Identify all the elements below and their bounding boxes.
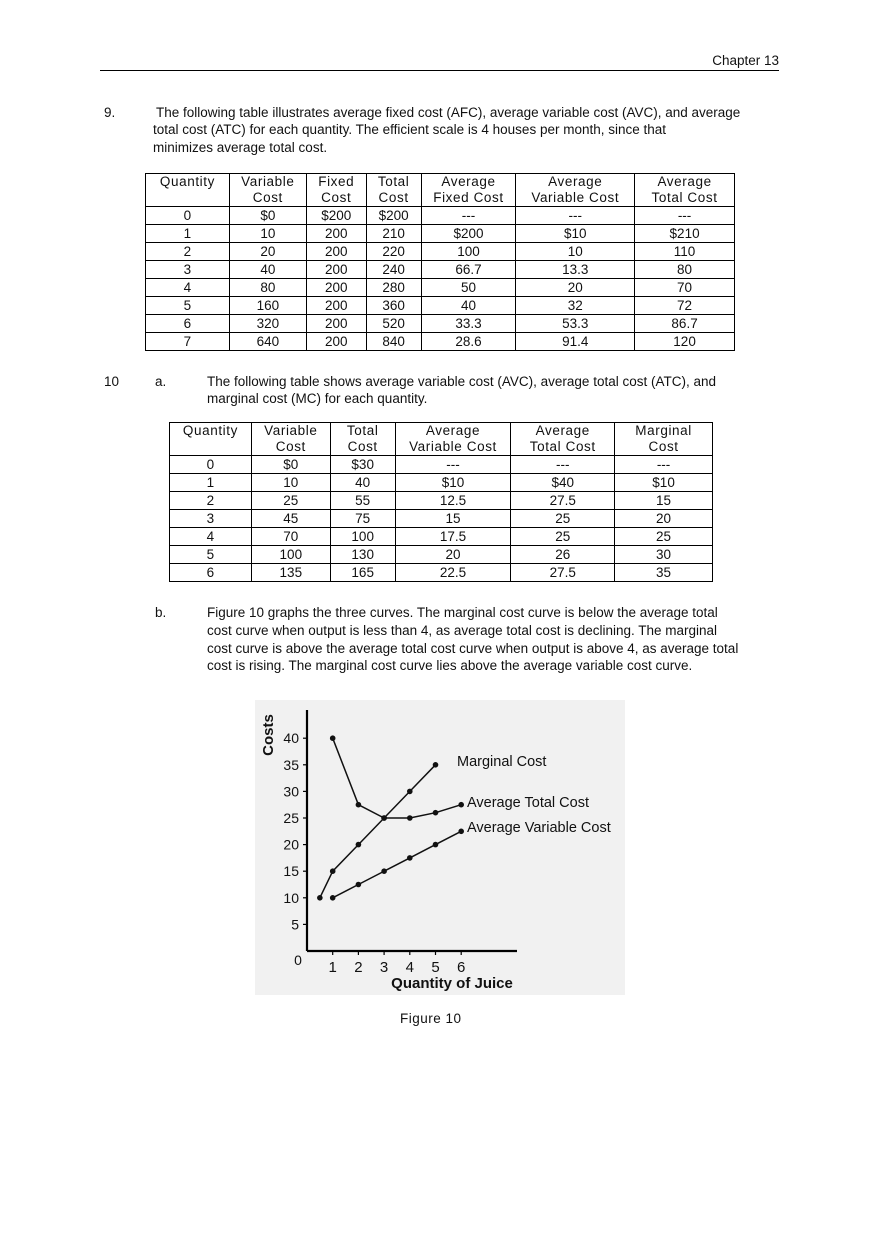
q9-text-line2: total cost (ATC) for each quantity. The efficient scale is 4 houses per month, since that <box>153 122 667 137</box>
q10-table-cell: --- <box>511 456 615 474</box>
q9-table-cell: 200 <box>306 261 366 279</box>
q9-table-cell: 10 <box>516 243 635 261</box>
q9-table-cell: 2 <box>146 243 230 261</box>
q9-text-line1: The following table illustrates average fixed cost (AFC), average variable cost (AVC), and average <box>156 105 741 120</box>
q9-table-cell: 1 <box>146 225 230 243</box>
q9-table-cell: --- <box>516 207 635 225</box>
q9-table-cell: 210 <box>366 225 421 243</box>
q10-cost-table <box>169 422 713 582</box>
q9-table-header-line2: Cost <box>378 190 409 205</box>
q10-table-cell: 5 <box>170 546 252 564</box>
q10-table-cell: $0 <box>251 456 330 474</box>
q9-table-cell: 160 <box>229 297 306 315</box>
q10-table-header-cell <box>511 423 615 456</box>
q9-table-row <box>146 207 735 225</box>
data-point <box>407 789 413 795</box>
q10-table-header-line2: Variable Cost <box>409 439 497 454</box>
origin-label: 0 <box>294 952 302 968</box>
q9-cost-table <box>145 173 735 351</box>
data-point <box>433 810 439 816</box>
q10-table-header-line2 <box>170 439 251 455</box>
q9-table-cell: 840 <box>366 333 421 351</box>
q10-table-cell: 0 <box>170 456 252 474</box>
q10-table-cell: 27.5 <box>511 564 615 582</box>
q10-table-cell: $10 <box>395 474 511 492</box>
q9-table-header-line2 <box>146 190 229 206</box>
q10-table-header-cell <box>330 423 395 456</box>
q9-table-header-cell <box>306 174 366 207</box>
q9-table-row <box>146 315 735 333</box>
x-tick-label: 5 <box>431 959 440 976</box>
y-axis-label: Costs <box>260 714 277 756</box>
q10-table-cell: 2 <box>170 492 252 510</box>
q10-table-cell: 15 <box>615 492 713 510</box>
q9-table-cell: 13.3 <box>516 261 635 279</box>
series-label: Average Variable Cost <box>467 820 611 836</box>
q9-number: 9. <box>104 105 116 120</box>
q9-table-header-line1: Total <box>377 174 410 189</box>
q10-table-cell: --- <box>615 456 713 474</box>
q9-table-cell: 72 <box>635 297 735 315</box>
q10-table-cell: --- <box>395 456 511 474</box>
q10-table-cell: $40 <box>511 474 615 492</box>
q9-table-cell: 0 <box>146 207 230 225</box>
q9-table-cell: 280 <box>366 279 421 297</box>
q10-table-header-cell <box>615 423 713 456</box>
x-tick-label: 3 <box>379 959 389 976</box>
q9-table-row <box>146 279 735 297</box>
q9-table-cell: 7 <box>146 333 230 351</box>
y-tick-label: 5 <box>291 916 299 933</box>
data-point <box>330 868 336 874</box>
q10-table-row <box>170 528 713 546</box>
q9-table-cell: 70 <box>635 279 735 297</box>
q9-table-cell: 5 <box>146 297 230 315</box>
q10-table-row <box>170 474 713 492</box>
q9-table-cell: 32 <box>516 297 635 315</box>
q10-table-cell: 4 <box>170 528 252 546</box>
data-point <box>356 882 362 888</box>
q9-table-cell: 3 <box>146 261 230 279</box>
q9-table-cell: 640 <box>229 333 306 351</box>
q9-table-header-cell <box>146 174 230 207</box>
q9-table-header-line1: Quantity <box>159 174 215 189</box>
data-point <box>356 842 362 848</box>
q10-table-cell: 25 <box>511 528 615 546</box>
q9-table-cell: $210 <box>635 225 735 243</box>
page-header <box>100 52 779 71</box>
data-point <box>381 868 387 874</box>
q10-table-cell: 12.5 <box>395 492 511 510</box>
data-point <box>407 855 413 861</box>
q9-table-cell: $0 <box>229 207 306 225</box>
q9-table-row <box>146 225 735 243</box>
q9-table-header-cell <box>635 174 735 207</box>
q10-table-row <box>170 546 713 564</box>
q9-table-header-cell <box>421 174 516 207</box>
y-tick-label: 25 <box>283 810 299 826</box>
x-tick-label: 2 <box>354 959 363 976</box>
q9-table-cell: 40 <box>421 297 516 315</box>
q10-part-b-line3: cost curve is above the average total cost curve when output is above 4, as average total <box>207 641 739 656</box>
q9-table-cell: 80 <box>229 279 306 297</box>
q10-table-cell: 75 <box>330 510 395 528</box>
q9-table-cell: 120 <box>635 333 735 351</box>
q10-table-header-line1: Marginal <box>635 423 692 438</box>
q9-table-header-cell <box>516 174 635 207</box>
q10-part-b-label: b. <box>155 605 167 620</box>
q10-table-header-line2: Cost <box>347 439 378 454</box>
q9-table-cell: $200 <box>421 225 516 243</box>
q10-part-b-line1: Figure 10 graphs the three curves. The marginal cost curve is below the average total <box>207 605 718 620</box>
data-point <box>433 762 439 768</box>
data-point <box>458 802 464 808</box>
q10-table-header-line1: Variable <box>264 423 318 438</box>
q9-table-cell: 80 <box>635 261 735 279</box>
q9-text-line3: minimizes average total cost. <box>153 140 328 155</box>
q9-table-cell: 200 <box>306 279 366 297</box>
q9-table-cell: 200 <box>306 333 366 351</box>
q9-table-header-line2: Cost <box>321 190 352 205</box>
q10-table-cell: 70 <box>251 528 330 546</box>
data-point <box>433 842 439 848</box>
y-tick-label: 30 <box>283 783 299 800</box>
figure-10-chart <box>255 700 625 995</box>
q10-table-cell: 35 <box>615 564 713 582</box>
q10-table-cell: 55 <box>330 492 395 510</box>
q10-part-a-label: a. <box>155 374 167 389</box>
q10-table-cell: 22.5 <box>395 564 511 582</box>
q9-table-header-line1: Average <box>441 174 496 189</box>
q10-table-header-line2: Total Cost <box>529 439 596 454</box>
q9-table-cell: 200 <box>306 315 366 333</box>
q10-table-header-cell <box>251 423 330 456</box>
q9-table-cell: --- <box>635 207 735 225</box>
q10-part-b-line4: cost is rising. The marginal cost curve lies above the average variable cost curve. <box>207 658 693 673</box>
q9-table-header-line1: Average <box>548 174 603 189</box>
q10-table-cell: 100 <box>330 528 395 546</box>
q10-table-cell: 20 <box>395 546 511 564</box>
q10-table-cell: $10 <box>615 474 713 492</box>
q9-table-row <box>146 261 735 279</box>
data-point <box>458 829 464 835</box>
q9-table-cell: $10 <box>516 225 635 243</box>
q9-table-header-line2: Fixed Cost <box>433 190 504 205</box>
q10-table-header-line1: Average <box>535 423 590 438</box>
q10-table-header-cell <box>170 423 252 456</box>
q10-table-cell: 3 <box>170 510 252 528</box>
q10-table-cell: 45 <box>251 510 330 528</box>
q9-table-cell: 28.6 <box>421 333 516 351</box>
q10-table-cell: 100 <box>251 546 330 564</box>
q9-table-cell: 4 <box>146 279 230 297</box>
q10-table-row <box>170 456 713 474</box>
q10-table-cell: 135 <box>251 564 330 582</box>
q10-table-cell: 20 <box>615 510 713 528</box>
data-point <box>330 735 336 741</box>
q9-table-row <box>146 297 735 315</box>
q9-table-cell: 86.7 <box>635 315 735 333</box>
q9-table-cell: $200 <box>366 207 421 225</box>
q9-table-cell: 200 <box>306 243 366 261</box>
q9-table-header-line2: Total Cost <box>651 190 718 205</box>
q9-table-cell: 20 <box>516 279 635 297</box>
q9-table-cell: 6 <box>146 315 230 333</box>
q10-table-cell: 30 <box>615 546 713 564</box>
y-tick-label: 40 <box>283 730 299 747</box>
q10-table-cell: 26 <box>511 546 615 564</box>
chapter-label: Chapter 13 <box>712 53 779 68</box>
series-label: Average Total Cost <box>467 795 589 811</box>
y-tick-label: 20 <box>283 836 299 853</box>
x-tick-label: 1 <box>328 959 337 976</box>
q9-table-cell: 320 <box>229 315 306 333</box>
q10-table-cell: 10 <box>251 474 330 492</box>
q10-table-header-line2: Cost <box>648 439 679 454</box>
q10-table-cell: 25 <box>511 510 615 528</box>
x-axis-label: Quantity of Juice <box>391 975 513 992</box>
data-point <box>356 802 362 808</box>
q10-table-cell: 40 <box>330 474 395 492</box>
q10-table-cell: 15 <box>395 510 511 528</box>
q9-table-row <box>146 333 735 351</box>
q10-table-cell: 1 <box>170 474 252 492</box>
q10-table-header-line1: Average <box>425 423 481 438</box>
q9-table-cell: 91.4 <box>516 333 635 351</box>
q9-table-header-cell <box>366 174 421 207</box>
y-tick-label: 35 <box>283 756 299 773</box>
q9-table-cell: 100 <box>421 243 516 261</box>
q9-table-cell: 66.7 <box>421 261 516 279</box>
q10-part-a-line1: The following table shows average variable cost (AVC), average total cost (ATC), and <box>207 374 716 389</box>
q9-table-cell: 10 <box>229 225 306 243</box>
q10-table-cell: 6 <box>170 564 252 582</box>
q9-table-cell: 40 <box>229 261 306 279</box>
q9-table-header-line2: Cost <box>252 190 283 205</box>
q10-table-cell: 130 <box>330 546 395 564</box>
q9-table-header-line1: Fixed <box>318 174 355 189</box>
q10-table-row <box>170 510 713 528</box>
q9-table-header-line1: Variable <box>241 174 295 189</box>
data-point <box>381 815 387 821</box>
q9-table-cell: 520 <box>366 315 421 333</box>
data-point <box>317 895 323 901</box>
q9-table-header-line1: Average <box>657 174 712 189</box>
data-point <box>407 815 413 821</box>
q9-table-cell: 220 <box>366 243 421 261</box>
x-tick-label: 6 <box>457 959 466 976</box>
q10-table-cell: 165 <box>330 564 395 582</box>
q9-table-cell: 360 <box>366 297 421 315</box>
q9-table-cell: $200 <box>306 207 366 225</box>
data-point <box>330 895 336 901</box>
q10-table-header-cell <box>395 423 511 456</box>
y-tick-label: 10 <box>283 889 299 906</box>
q10-table-cell: $30 <box>330 456 395 474</box>
q9-table-cell: --- <box>421 207 516 225</box>
q10-table-cell: 25 <box>615 528 713 546</box>
q10-table-cell: 25 <box>251 492 330 510</box>
q10-part-a-line2: marginal cost (MC) for each quantity. <box>207 391 428 406</box>
q9-table-header-cell <box>229 174 306 207</box>
q10-table-row <box>170 492 713 510</box>
q10-table-header-line1: Total <box>346 423 379 438</box>
q9-table-cell: 53.3 <box>516 315 635 333</box>
q10-table-header-line1: Quantity <box>182 423 238 438</box>
q10-table-cell: 17.5 <box>395 528 511 546</box>
figure-caption: Figure 10 <box>400 1011 462 1026</box>
q10-part-b-line2: cost curve when output is less than 4, as average total cost is declining. The marginal <box>207 623 718 638</box>
q9-table-cell: 200 <box>306 297 366 315</box>
q9-table-row <box>146 243 735 261</box>
q9-table-cell: 50 <box>421 279 516 297</box>
q10-table-cell: 27.5 <box>511 492 615 510</box>
q9-table-cell: 240 <box>366 261 421 279</box>
y-tick-label: 15 <box>283 863 299 880</box>
q9-table-header-line2: Variable Cost <box>531 190 620 205</box>
q10-table-row <box>170 564 713 582</box>
series-label: Marginal Cost <box>457 754 547 770</box>
q9-table-cell: 33.3 <box>421 315 516 333</box>
q10-number: 10 <box>104 374 120 389</box>
q9-table-cell: 110 <box>635 243 735 261</box>
q9-table-cell: 20 <box>229 243 306 261</box>
q9-table-cell: 200 <box>306 225 366 243</box>
q10-table-header-line2: Cost <box>275 439 306 454</box>
x-tick-label: 4 <box>405 959 414 976</box>
